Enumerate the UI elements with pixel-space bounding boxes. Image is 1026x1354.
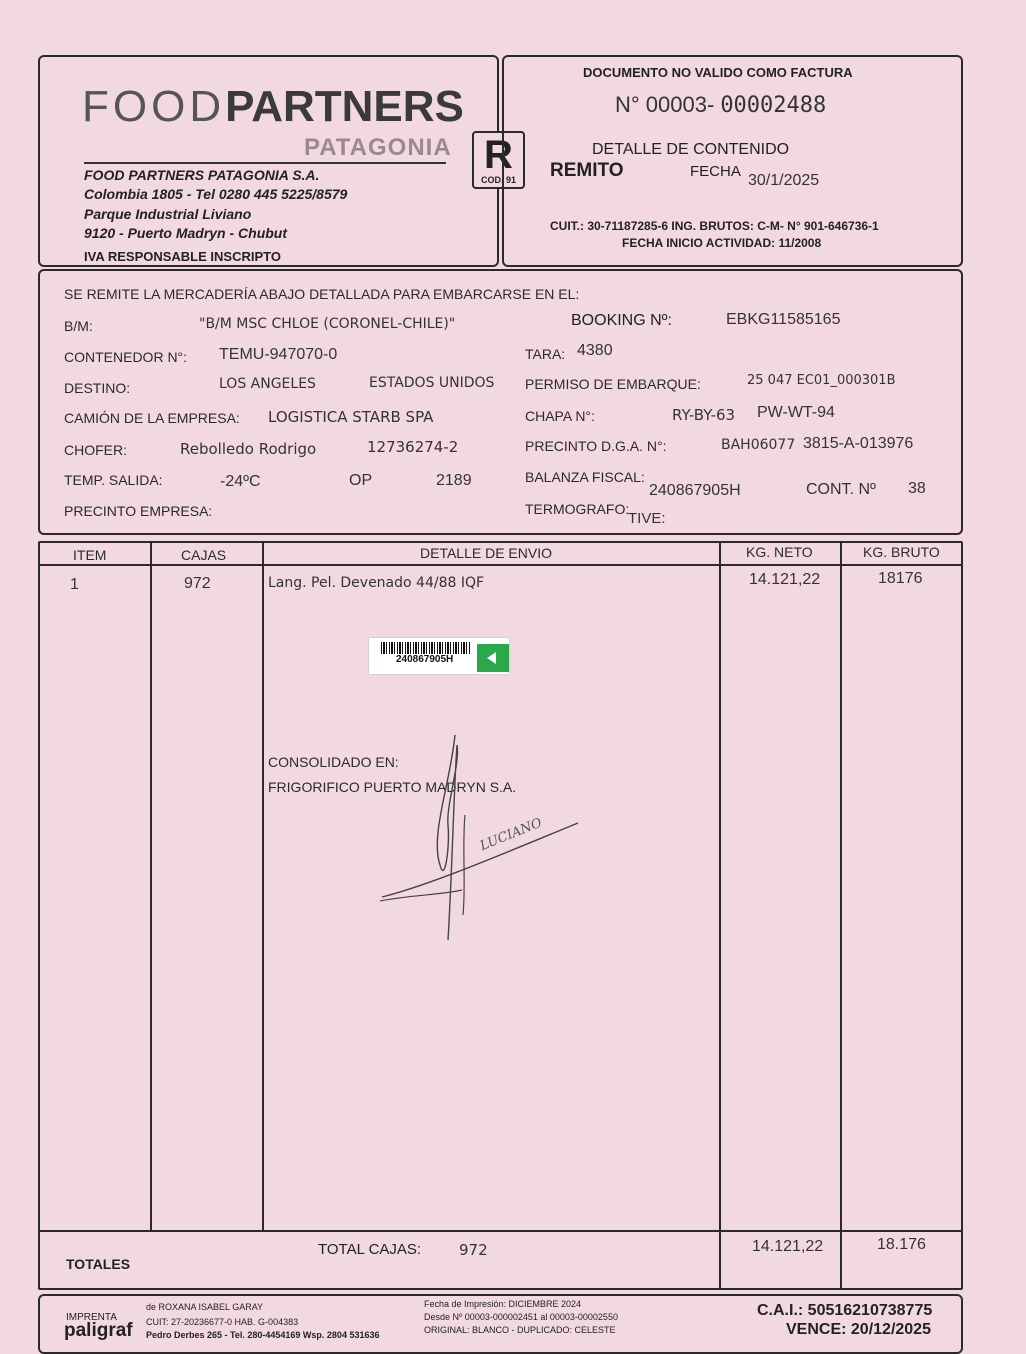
not-valid-notice: DOCUMENTO NO VALIDO COMO FACTURA: [583, 65, 853, 80]
destino-label: DESTINO:: [64, 380, 131, 396]
cuit-line: CUIT.: 30-71187285-6 ING. BRUTOS: C-M- N° 901-646736-1: [550, 219, 879, 233]
bm-label: B/M:: [64, 318, 93, 334]
doc-type-letter: R: [484, 133, 513, 177]
precinto-empresa-label: PRECINTO EMPRESA:: [64, 503, 213, 519]
precinto-dga-value-1: BAH06077: [721, 437, 796, 453]
footer-brand: paligraf: [64, 1320, 133, 1341]
chapa-label: CHAPA N°:: [525, 408, 595, 424]
precinto-dga-value-2: 3815-A-013976: [803, 435, 914, 452]
tara-value: 4380: [577, 342, 613, 359]
company-logo: [82, 82, 464, 132]
fecha-label: FECHA: [690, 163, 741, 180]
row-neto: 14.121,22: [749, 571, 821, 588]
temp-value: -24ºC: [220, 473, 261, 490]
sticker-green-tab: [477, 644, 509, 672]
table-totals-line: [38, 1230, 963, 1232]
col-divider-2: [262, 541, 264, 1230]
permiso-value: 25 047 EC01_000301B: [747, 373, 896, 388]
logo-food: FOOD: [82, 82, 226, 131]
destino-city: LOS ANGELES: [219, 376, 316, 392]
doc-remito: REMITO: [550, 160, 624, 181]
col-divider-3: [719, 541, 721, 1290]
booking-value: EBKG11585165: [726, 311, 841, 328]
fecha-value: 30/1/2025: [748, 172, 820, 189]
balanza-value: 240867905H: [649, 482, 741, 499]
col-header-bruto: KG. BRUTO: [863, 544, 940, 560]
termografo-value: TIVE:: [628, 510, 666, 527]
booking-label: BOOKING Nº:: [571, 312, 672, 329]
company-name: FOOD PARTNERS PATAGONIA S.A.: [84, 167, 320, 183]
signature-text: LUCIANO: [478, 815, 545, 854]
doc-number-prefix: N° 00003-: [615, 92, 715, 117]
cont-value: 38: [908, 480, 926, 497]
chofer-value: Rebolledo Rodrigo: [180, 440, 317, 458]
company-address-2: Parque Industrial Liviano: [84, 206, 252, 222]
op-value: 2189: [436, 472, 472, 489]
footer-imprenta: IMPRENTA: [66, 1312, 117, 1323]
col-header-detalle: DETALLE DE ENVIO: [420, 545, 553, 561]
footer-original: ORIGINAL: BLANCO - DUPLICADO: CELESTE: [424, 1325, 616, 1335]
balanza-label: BALANZA FISCAL:: [525, 469, 645, 485]
cont-label: CONT. Nº: [806, 481, 876, 498]
total-cajas-value: 972: [459, 1241, 488, 1259]
table-header-line: [38, 564, 963, 566]
logo-partners: PARTNERS: [225, 82, 464, 131]
iva-status: IVA RESPONSABLE INSCRIPTO: [84, 249, 281, 264]
footer-vence: VENCE: 20/12/2025: [786, 1321, 931, 1338]
footer-address: Pedro Derbes 265 - Tel. 280-4454169 Wsp. 2804 531636: [146, 1330, 380, 1340]
col-header-cajas: CAJAS: [181, 547, 227, 563]
tara-label: TARA:: [525, 346, 566, 362]
consolidado-label: CONSOLIDADO EN:: [268, 754, 399, 770]
doc-number: [615, 92, 826, 118]
inicio-actividad: FECHA INICIO ACTIVIDAD: 11/2008: [622, 236, 822, 250]
camion-label: CAMIÓN DE LA EMPRESA:: [64, 410, 240, 426]
footer-cai: C.A.I.: 50516210738775: [757, 1302, 933, 1319]
footer-cuit: CUIT: 27-20236677-0 HAB. G-004383: [146, 1317, 299, 1327]
col-divider-4: [840, 541, 842, 1290]
chapa-value-2: PW-WT-94: [757, 404, 835, 421]
total-bruto: 18.176: [877, 1236, 926, 1253]
totals-label: TOTALES: [66, 1256, 131, 1272]
camion-value: LOGISTICA STARB SPA: [268, 408, 434, 426]
row-cajas: 972: [184, 575, 211, 592]
footer-fecha-impresion: Fecha de Impresión: DICIEMBRE 2024: [424, 1299, 582, 1309]
triangle-left-icon: [487, 652, 496, 664]
chapa-value-1: RY-BY-63: [672, 406, 736, 424]
barcode-number: 240867905H: [396, 654, 454, 665]
op-label: OP: [349, 472, 373, 489]
precinto-dga-label: PRECINTO D.G.A. N°:: [525, 438, 667, 454]
col-header-neto: KG. NETO: [746, 544, 813, 560]
destino-country: ESTADOS UNIDOS: [369, 375, 495, 391]
permiso-label: PERMISO DE EMBARQUE:: [525, 376, 701, 392]
col-divider-1: [150, 541, 152, 1230]
footer-desde: Desde Nº 00003-000002451 al 00003-00002550: [424, 1312, 618, 1322]
row-bruto: 18176: [878, 570, 923, 587]
company-address-3: 9120 - Puerto Madryn - Chubut: [84, 225, 288, 241]
col-header-item: ITEM: [73, 547, 107, 563]
barcode-sticker: [369, 638, 509, 674]
logo-underline: [84, 162, 446, 164]
doc-subtitle: DETALLE DE CONTENIDO: [592, 141, 790, 158]
contenedor-label: CONTENEDOR N°:: [64, 349, 188, 365]
termografo-label: TERMOGRAFO:: [525, 501, 630, 517]
bm-value: "B/M MSC CHLOE (CORONEL-CHILE)": [199, 316, 456, 332]
barcode-icon: [381, 642, 471, 654]
doc-number-value: 00002488: [720, 93, 827, 118]
shipment-intro: SE REMITE LA MERCADERÍA ABAJO DETALLADA PARA EMBARCARSE EN EL:: [64, 286, 580, 302]
total-neto: 14.121,22: [752, 1238, 824, 1255]
company-address-1: Colombia 1805 - Tel 0280 445 5225/8579: [84, 186, 348, 202]
logo-patagonia: PATAGONIA: [304, 134, 452, 161]
row-item: 1: [70, 576, 79, 593]
chofer-label: CHOFER:: [64, 442, 127, 458]
consolidado-value: FRIGORIFICO PUERTO MADRYN S.A.: [268, 779, 517, 795]
footer-owner: de ROXANA ISABEL GARAY: [146, 1302, 264, 1312]
row-detalle: Lang. Pel. Devenado 44/88 IQF: [268, 575, 485, 591]
chofer-id: 12736274-2: [367, 438, 459, 456]
total-cajas-label: TOTAL CAJAS:: [318, 1241, 422, 1258]
temp-label: TEMP. SALIDA:: [64, 472, 163, 488]
doc-type-code: COD. 91: [480, 175, 516, 185]
contenedor-value: TEMU-947070-0: [219, 346, 338, 363]
